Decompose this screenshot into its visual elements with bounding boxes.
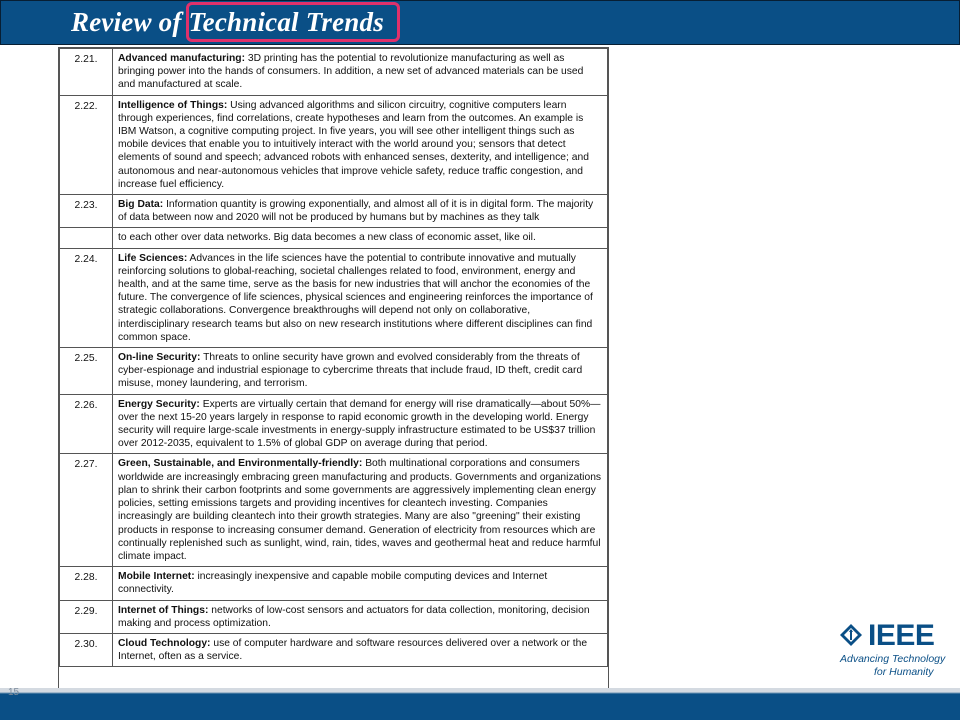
trend-text: 3D printing has the potential to revolutionize manufacturing as well as bringing power into the hands of consumers. In addition, a new set of advanced materials can be used and manufactured at scale. xyxy=(118,53,584,91)
trend-term: Big Data: xyxy=(118,199,164,211)
trend-description xyxy=(113,633,608,666)
trend-number: 2.28. xyxy=(60,567,113,600)
ieee-diamond-icon xyxy=(840,624,862,646)
trend-description xyxy=(113,600,608,633)
trend-number: 2.23. xyxy=(60,195,113,228)
trend-description xyxy=(113,228,608,248)
trend-term: Cloud Technology: xyxy=(118,637,211,649)
trend-description xyxy=(113,95,608,194)
trend-number xyxy=(60,228,113,248)
ieee-tagline-line2: for Humanity xyxy=(874,666,934,678)
trend-description xyxy=(113,248,608,347)
trend-row xyxy=(60,454,608,567)
trend-description xyxy=(113,567,608,600)
trend-row xyxy=(60,95,608,194)
trend-text: to each other over data networks. Big data becomes a new class of economic asset, like oil. xyxy=(118,232,536,244)
page-number: 15 xyxy=(8,687,20,698)
footer-bar xyxy=(0,688,960,720)
trend-term: Energy Security: xyxy=(118,398,200,410)
trend-row xyxy=(60,600,608,633)
trend-text: Both multinational corporations and consumers worldwide are increasingly embracing green manufacturing and products. Governments and organizations plan to shrink their carbon footprints and some governments are aggressively implementing clean energy policies, setting emissions targets and providing incentives for cleantech investing. Companies increasingly are building cleantech into their growth strategies. Many are also "greening" their existing products in response to increasing consumer demand. Generation of electricity from resources which are continually replenished such as sunlight, wind, rain, tides, waves and geothermal heat and reduce harmful climate impact. xyxy=(118,458,602,562)
trend-number: 2.25. xyxy=(60,348,113,395)
trend-number: 2.29. xyxy=(60,600,113,633)
trend-term: Green, Sustainable, and Environmentally-friendly: xyxy=(118,458,363,470)
trend-number: 2.21. xyxy=(60,49,113,96)
trend-description xyxy=(113,454,608,567)
trend-description xyxy=(113,348,608,395)
slide-title: Review of Technical Trends xyxy=(71,7,384,37)
trend-text: increasingly inexpensive and capable mobile computing devices and Internet connectivity. xyxy=(118,571,548,596)
trend-row xyxy=(60,567,608,600)
trend-text: use of computer hardware and software resources delivered over a network or the Internet, often as a service. xyxy=(118,637,588,663)
trend-term: On-line Security: xyxy=(118,352,201,364)
trend-term: Advanced manufacturing: xyxy=(118,53,246,64)
trends-table xyxy=(59,48,608,667)
trend-row xyxy=(60,228,608,248)
trend-description xyxy=(113,394,608,454)
trend-row xyxy=(60,195,608,228)
title-highlight-box xyxy=(186,2,400,42)
trend-text: networks of low-cost sensors and actuators for data collection, monitoring, decision making and process optimization. xyxy=(118,604,590,629)
trend-term: Life Sciences: xyxy=(118,252,188,264)
trend-row xyxy=(60,348,608,395)
trend-text: Information quantity is growing exponentially, and almost all of it is in digital form. The majority of data between now and 2020 will not be produced by humans but by machines as they talk xyxy=(118,199,594,224)
ieee-wordmark: IEEE xyxy=(868,619,935,652)
trend-term: Internet of Things: xyxy=(118,604,209,616)
trend-term: Mobile Internet: xyxy=(118,571,195,583)
trends-document xyxy=(58,47,609,716)
ieee-tagline-line1: Advancing Technology xyxy=(840,653,946,665)
trend-text: Experts are virtually certain that demand for energy will rise dramatically—about 50%—over the next 15-20 years largely in response to rapid economic growth in the developing world. Energy security will require large-scale investments in energy-supply infrastructure estimated to be US$37 trillion over 2012-2035, equivalent to 1.5% of global GDP on average during that period. xyxy=(118,398,601,450)
trend-row xyxy=(60,394,608,454)
trend-number: 2.26. xyxy=(60,394,113,454)
trend-row xyxy=(60,633,608,666)
trend-number: 2.30. xyxy=(60,633,113,666)
trend-row xyxy=(60,248,608,347)
trend-description xyxy=(113,49,608,96)
trend-number: 2.27. xyxy=(60,454,113,567)
slide-header xyxy=(0,0,960,45)
trend-text: Using advanced algorithms and silicon circuitry, cognitive computers learn through experiences, find correlations, create hypotheses and learn from the outcomes. An example is IBM Watson, a cognitive computing project. In five years, you will see other intelligent things such as mobile devices that enable you to intuitively interact with the world around you; sensors that detect elements of sound and speech; advanced robots with enhanced senses, dexterity, and intelligence; and autonomous and near-autonomous vehicles that improve vehicle safety, reduce traffic congestion, and increase fuel efficiency. xyxy=(118,99,589,190)
trend-text: Threats to online security have grown and evolved considerably from the threats of cyber-espionage and industrial espionage to cybercrime threats that include fraud, ID theft, credit card misuse, money laundering, and terrorism. xyxy=(118,352,583,390)
trend-description xyxy=(113,195,608,228)
trend-term: Intelligence of Things: xyxy=(118,99,228,111)
trend-number: 2.24. xyxy=(60,248,113,347)
trend-row xyxy=(60,49,608,96)
trend-number: 2.22. xyxy=(60,95,113,194)
trend-text: Advances in the life sciences have the potential to contribute innovative and mutually reinforcing solutions to global-reaching, societal challenges related to food, environment, energy and health, and at the same time, serve as the basis for new industries that will anchor the economies of the future. The convergence of life sciences, physical sciences and engineering reinforces the importance of strategic collaborations. Convergence breakthroughs will depend not only on collaborative, interdisciplinary research teams but also on new research institutions where different disciplines can find common space. xyxy=(118,252,593,343)
